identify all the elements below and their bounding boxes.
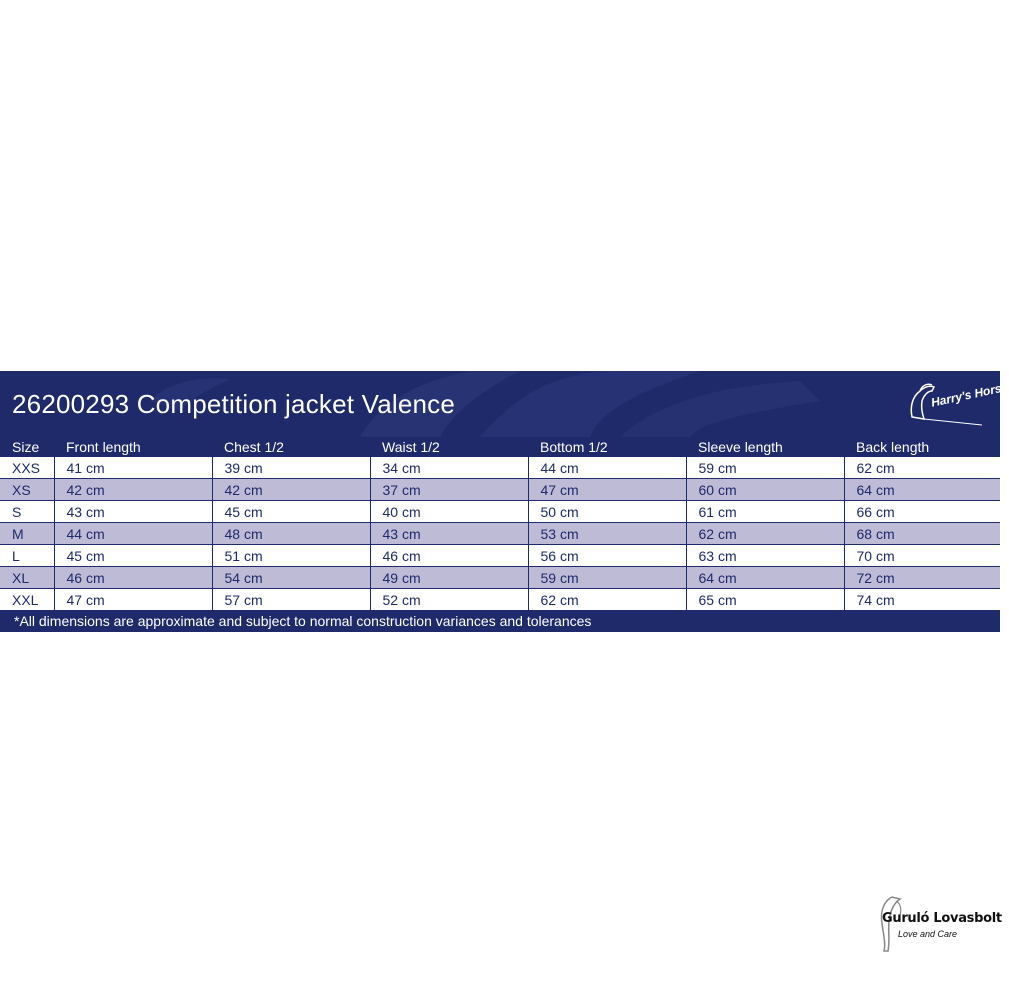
- table-row: [0, 589, 1000, 611]
- size-cell: M: [0, 523, 54, 545]
- measurement-cell: 74 cm: [844, 589, 1000, 611]
- table-row: [0, 523, 1000, 545]
- size-cell: XXL: [0, 589, 54, 611]
- size-cell: XL: [0, 567, 54, 589]
- measurement-cell: 56 cm: [528, 545, 686, 567]
- measurement-cell: 43 cm: [370, 523, 528, 545]
- measurement-cell: 40 cm: [370, 501, 528, 523]
- measurement-cell: 60 cm: [686, 479, 844, 501]
- table-row: [0, 501, 1000, 523]
- measurement-cell: 62 cm: [686, 523, 844, 545]
- measurement-cell: 66 cm: [844, 501, 1000, 523]
- measurement-cell: 59 cm: [686, 457, 844, 479]
- measurement-cell: 64 cm: [844, 479, 1000, 501]
- measurement-cell: 48 cm: [212, 523, 370, 545]
- table-row: [0, 457, 1000, 479]
- measurement-cell: 51 cm: [212, 545, 370, 567]
- size-table-body: [0, 457, 1000, 611]
- col-header-bottom: Bottom 1/2: [528, 437, 686, 457]
- measurement-cell: 61 cm: [686, 501, 844, 523]
- measurement-cell: 47 cm: [528, 479, 686, 501]
- col-header-sleeve-length: Sleeve length: [686, 437, 844, 457]
- col-header-size: Size: [0, 437, 54, 457]
- table-row: [0, 479, 1000, 501]
- col-header-chest: Chest 1/2: [212, 437, 370, 457]
- measurement-cell: 57 cm: [212, 589, 370, 611]
- measurement-cell: 46 cm: [54, 567, 212, 589]
- footnote: *All dimensions are approximate and subject to normal construction variances and tolerances: [0, 611, 1000, 632]
- measurement-cell: 52 cm: [370, 589, 528, 611]
- measurement-cell: 50 cm: [528, 501, 686, 523]
- col-header-waist: Waist 1/2: [370, 437, 528, 457]
- logo-text: Harry's Horse: [929, 379, 1009, 410]
- measurement-cell: 64 cm: [686, 567, 844, 589]
- measurement-cell: 41 cm: [54, 457, 212, 479]
- measurement-cell: 46 cm: [370, 545, 528, 567]
- chart-title: 26200293 Competition jacket Valence: [12, 389, 456, 419]
- measurement-cell: 45 cm: [54, 545, 212, 567]
- measurement-cell: 63 cm: [686, 545, 844, 567]
- measurement-cell: 45 cm: [212, 501, 370, 523]
- size-chart: [0, 371, 1009, 632]
- measurement-cell: 62 cm: [528, 589, 686, 611]
- size-cell: L: [0, 545, 54, 567]
- measurement-cell: 47 cm: [54, 589, 212, 611]
- size-cell: XS: [0, 479, 54, 501]
- table-row: [0, 567, 1000, 589]
- measurement-cell: 70 cm: [844, 545, 1000, 567]
- harrys-horse-logo: [902, 377, 1009, 431]
- measurement-cell: 44 cm: [54, 523, 212, 545]
- measurement-cell: 39 cm: [212, 457, 370, 479]
- measurement-cell: 42 cm: [54, 479, 212, 501]
- measurement-cell: 54 cm: [212, 567, 370, 589]
- measurement-cell: 53 cm: [528, 523, 686, 545]
- measurement-cell: 37 cm: [370, 479, 528, 501]
- size-cell: S: [0, 501, 54, 523]
- measurement-cell: 42 cm: [212, 479, 370, 501]
- size-table: [0, 437, 1000, 611]
- measurement-cell: 59 cm: [528, 567, 686, 589]
- measurement-cell: 72 cm: [844, 567, 1000, 589]
- measurement-cell: 44 cm: [528, 457, 686, 479]
- store-tagline: Love and Care: [898, 929, 958, 939]
- measurement-cell: 68 cm: [844, 523, 1000, 545]
- store-logo: [872, 893, 1002, 955]
- measurement-cell: 49 cm: [370, 567, 528, 589]
- chart-header: [0, 371, 1009, 437]
- col-header-back-length: Back length: [844, 437, 1000, 457]
- measurement-cell: 62 cm: [844, 457, 1000, 479]
- col-header-front-length: Front length: [54, 437, 212, 457]
- measurement-cell: 43 cm: [54, 501, 212, 523]
- table-row: [0, 545, 1000, 567]
- size-cell: XXS: [0, 457, 54, 479]
- store-name: Guruló Lovasbolt: [882, 911, 1002, 926]
- measurement-cell: 34 cm: [370, 457, 528, 479]
- header-row: [0, 437, 1000, 457]
- measurement-cell: 65 cm: [686, 589, 844, 611]
